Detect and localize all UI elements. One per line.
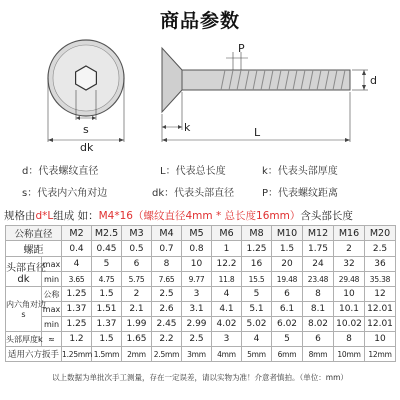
table-row-nominal	[6, 226, 396, 241]
page-title: 商品参数	[159, 10, 240, 32]
table-row-s-nom	[6, 287, 396, 302]
value-cell: 1.25	[62, 317, 92, 332]
value-cell: 1	[212, 241, 242, 257]
value-cell: 4.1	[212, 302, 242, 317]
value-cell: 10	[365, 332, 396, 347]
value-cell: 5.02	[242, 317, 272, 332]
spec-prefix: 规格由	[4, 210, 36, 222]
legend-s: s：代表内六角对边	[22, 188, 108, 199]
value-cell: 0.4	[62, 241, 92, 257]
value-cell: 5	[272, 332, 303, 347]
value-cell: 5	[92, 257, 122, 272]
value-cell: 8	[152, 257, 182, 272]
row-label-line: dk	[17, 273, 30, 285]
spec-table	[5, 225, 396, 362]
value-cell: 3mm	[182, 347, 212, 362]
row-label-line: 内六角对边	[6, 300, 46, 309]
value-cell: 1.25mm	[62, 347, 92, 362]
sub-label: min	[42, 272, 62, 287]
value-cell: 36	[365, 257, 396, 272]
value-cell: M20	[365, 226, 396, 241]
value-cell: 0.7	[152, 241, 182, 257]
legend-p: P：代表螺纹距离	[262, 188, 339, 199]
value-cell: 1.99	[122, 317, 152, 332]
value-cell: 3.65	[62, 272, 92, 287]
value-cell: 8.02	[303, 317, 334, 332]
value-cell: 12	[365, 287, 396, 302]
value-cell: 4	[62, 257, 92, 272]
value-cell: 6.1	[272, 302, 303, 317]
screw-side-view	[162, 48, 368, 142]
value-cell: 2.1	[122, 302, 152, 317]
legend-l: L：代表总长度	[160, 166, 226, 177]
value-cell: 6	[272, 287, 303, 302]
table-row-dk-max	[6, 257, 396, 272]
legend-dk: dk：代表头部直径	[152, 188, 235, 199]
sub-label: min	[42, 317, 62, 332]
value-cell: M12	[303, 226, 334, 241]
table-row-wrench	[6, 347, 396, 362]
value-cell: 10	[334, 287, 365, 302]
value-cell: 6	[303, 332, 334, 347]
value-cell: 0.8	[182, 241, 212, 257]
value-cell: 8	[303, 287, 334, 302]
footnote: 以上数据为单批次手工测量，存在一定误差，请以实物为准！介意者慎拍。（单位：mm）	[52, 373, 348, 382]
spec-dl: d*L	[35, 210, 54, 222]
value-cell: 2.5	[182, 332, 212, 347]
value-cell: 5mm	[242, 347, 272, 362]
table-row-s-max	[6, 302, 396, 317]
spec-mid: 组成 如：	[53, 210, 99, 222]
spec-suffix: 含头部长度	[300, 210, 353, 222]
value-cell: M10	[272, 226, 303, 241]
value-cell: 5	[242, 287, 272, 302]
value-cell: 2.5mm	[152, 347, 182, 362]
value-cell: 1.5	[92, 332, 122, 347]
value-cell: 10	[182, 257, 212, 272]
value-cell: M8	[242, 226, 272, 241]
value-cell: 4	[212, 287, 242, 302]
value-cell: 8mm	[303, 347, 334, 362]
label-k: k	[184, 121, 191, 134]
value-cell: 6.02	[272, 317, 303, 332]
value-cell: 15.5	[242, 272, 272, 287]
value-cell: M2	[62, 226, 92, 241]
value-cell: 4.75	[92, 272, 122, 287]
value-cell: 8	[334, 332, 365, 347]
value-cell: 4	[242, 332, 272, 347]
row-label: 适用六方扳手	[6, 347, 62, 362]
value-cell: 35.38	[365, 272, 396, 287]
value-cell: 5.75	[122, 272, 152, 287]
value-cell: 6mm	[272, 347, 303, 362]
screw-diagram	[0, 30, 400, 152]
value-cell: 1.65	[122, 332, 152, 347]
legend	[0, 158, 400, 204]
table-row-s-min	[6, 317, 396, 332]
sub-label: 公称	[42, 287, 62, 302]
value-cell: 10.02	[334, 317, 365, 332]
value-cell: 20	[272, 257, 303, 272]
value-cell: 8.1	[303, 302, 334, 317]
spec-example: M4*16	[98, 210, 133, 222]
value-cell: 12mm	[365, 347, 396, 362]
value-cell: 29.48	[334, 272, 365, 287]
value-cell: 2.6	[152, 302, 182, 317]
value-cell: 12.01	[365, 317, 396, 332]
value-cell: 4mm	[212, 347, 242, 362]
value-cell: 1.25	[62, 287, 92, 302]
value-cell: 2.2	[152, 332, 182, 347]
value-cell: 1.51	[92, 302, 122, 317]
value-cell: 1.75	[303, 241, 334, 257]
value-cell: 2.5	[152, 287, 182, 302]
value-cell: 1.5	[272, 241, 303, 257]
value-cell: 2.99	[182, 317, 212, 332]
value-cell: 2.5	[365, 241, 396, 257]
value-cell: 2	[122, 287, 152, 302]
row-label-line: 头部直径	[6, 262, 46, 274]
value-cell: 4.02	[212, 317, 242, 332]
value-cell: 32	[334, 257, 365, 272]
value-cell: 1.5	[92, 287, 122, 302]
value-cell: M6	[212, 226, 242, 241]
value-cell: 5.1	[242, 302, 272, 317]
row-label: 公称直径	[6, 226, 62, 241]
value-cell: 11.8	[212, 272, 242, 287]
value-cell: 7.65	[152, 272, 182, 287]
spec-explain: （螺纹直径4mm * 总长度16mm）	[132, 210, 301, 222]
value-cell: 9.77	[182, 272, 212, 287]
value-cell: 3	[182, 287, 212, 302]
value-cell: M5	[182, 226, 212, 241]
sub-label: ≈	[42, 332, 62, 347]
table-row-pitch	[6, 241, 396, 257]
value-cell: 1.2	[62, 332, 92, 347]
value-cell: 1.37	[92, 317, 122, 332]
row-label: 螺距	[6, 241, 62, 257]
value-cell: 0.5	[122, 241, 152, 257]
value-cell: 2	[334, 241, 365, 257]
row-label-line: s	[21, 310, 26, 319]
row-label	[6, 257, 46, 287]
value-cell: 3.1	[182, 302, 212, 317]
row-label	[6, 287, 46, 332]
value-cell: 16	[242, 257, 272, 272]
value-cell: 10mm	[334, 347, 365, 362]
value-cell: 1.25	[242, 241, 272, 257]
row-label: 头部厚度k	[6, 332, 42, 347]
value-cell: 12.2	[212, 257, 242, 272]
label-s: s	[83, 123, 89, 136]
sub-label: max	[42, 257, 62, 272]
value-cell: 1.37	[62, 302, 92, 317]
value-cell: 23.48	[303, 272, 334, 287]
sub-label: max	[42, 302, 62, 317]
value-cell: 0.45	[92, 241, 122, 257]
label-dk: dk	[80, 141, 94, 154]
value-cell: 1.5mm	[92, 347, 122, 362]
legend-d: d：代表螺纹直径	[22, 166, 99, 177]
value-cell: 6	[122, 257, 152, 272]
legend-k: k：代表头部厚度	[262, 166, 338, 177]
value-cell: 10.1	[334, 302, 365, 317]
spec-line	[4, 208, 353, 223]
value-cell: M4	[152, 226, 182, 241]
value-cell: 3	[212, 332, 242, 347]
label-p: P	[238, 42, 245, 55]
value-cell: 19.48	[272, 272, 303, 287]
value-cell: 2mm	[122, 347, 152, 362]
value-cell: M16	[334, 226, 365, 241]
table-row-dk-min	[6, 272, 396, 287]
value-cell: M2.5	[92, 226, 122, 241]
value-cell: 24	[303, 257, 334, 272]
label-d: d	[370, 74, 377, 87]
value-cell: M3	[122, 226, 152, 241]
label-l: L	[254, 126, 261, 139]
value-cell: 12.01	[365, 302, 396, 317]
table-row-k	[6, 332, 396, 347]
value-cell: 2.45	[152, 317, 182, 332]
